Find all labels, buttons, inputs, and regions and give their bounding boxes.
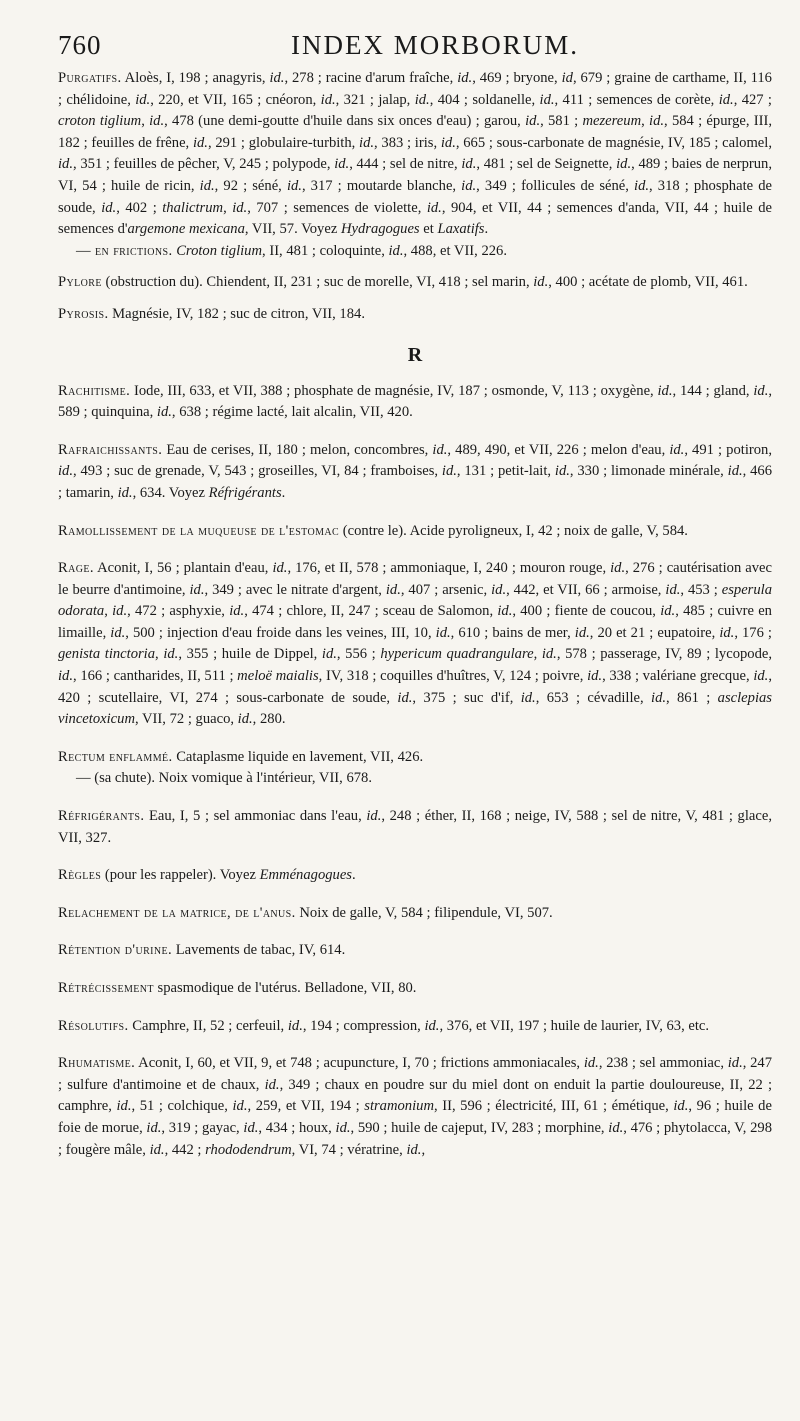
entry-headword: Rectum enflammé. — [58, 748, 173, 765]
entry-italic-text: id. — [101, 199, 117, 216]
entry-italic-text: id. — [616, 156, 632, 173]
entry-text: Aconit, I, 56 ; plantain d'eau, — [93, 560, 273, 577]
entry-text: , 349 ; avec le nitrate d'argent, — [204, 581, 386, 598]
entry-italic-text: id. — [634, 177, 650, 194]
entry-text: , 176 ; — [734, 624, 772, 641]
entry-text: , 679 ; graine de carthame, II, 116 ; chélidoine, — [58, 70, 772, 108]
entry-headword: Rafraichissants. — [58, 441, 163, 458]
entry-text: , 904, et VII, 44 ; semences d'anda, VII, 44 ; huile de semences d' — [58, 199, 772, 238]
entry-headword: Rachitisme. — [58, 382, 131, 399]
entry-text: , 248 ; éther, II, 168 ; neige, IV, 588 ; sel de nitre, V, 481 ; glace, VII, 327. — [58, 808, 772, 846]
entry-text: , 96 ; huile de foie de morue, — [58, 1098, 772, 1136]
entry-text: , 259, et VII, 194 ; — [247, 1098, 365, 1115]
entry-italic-text: id. — [58, 463, 73, 480]
entry-headword: Relachement de la matrice, de l'anus. — [58, 904, 296, 921]
entry-text: Aloès, I, 198 ; anagyris, — [121, 70, 270, 86]
entry-text: Camphre, II, 52 ; cerfeuil, — [128, 1017, 288, 1034]
entry-text: , 400 ; acétate de plomb, VII, 461. — [548, 274, 748, 291]
entry-text: , 442, et VII, 66 ; armoise, — [506, 581, 666, 598]
entry-italic-text: id. — [146, 1119, 162, 1136]
entry-text: , 144 ; gland, — [672, 382, 754, 399]
entry-italic-text: id. — [229, 603, 245, 620]
entry-text: , 488, et VII, 226. — [403, 242, 507, 259]
entry-italic-text: id. — [116, 1098, 132, 1115]
entry-text: , VII, 57. Voyez — [244, 221, 341, 238]
entry-italic-text: id. — [424, 1017, 440, 1034]
entry-italic-text: id. — [539, 91, 555, 108]
entry-italic-text: Emménagogues — [259, 867, 352, 884]
entry-italic-text: esperula odorata — [58, 581, 773, 620]
entry-text: Cataplasme liquide en lavement, VII, 426. — [172, 748, 424, 765]
entry-italic-text: id. — [727, 1055, 743, 1072]
entry-italic-text: id. — [243, 1119, 259, 1136]
entry-headword: Pyrosis. — [58, 305, 109, 322]
entry-text: . — [281, 484, 286, 501]
entry-italic-text: id. — [649, 113, 665, 130]
entry-italic-text: Laxatifs — [437, 221, 485, 238]
entry-text: , 861 ; — [666, 689, 718, 706]
entry-italic-text: id. — [149, 113, 165, 130]
entry-text: , 351 ; feuilles de pêcher, V, 245 ; polypode, — [73, 156, 335, 173]
entry-headword: Résolutifs. — [58, 1017, 129, 1034]
page-number: 760 — [58, 30, 102, 60]
entry-text: Noix de galle, V, 584 ; filipendule, VI, 507. — [295, 904, 553, 921]
entry-text: , 291 ; globulaire-turbith, — [207, 134, 360, 151]
entry-text: . — [352, 867, 356, 884]
index-entry — [58, 521, 772, 543]
entry-text: (pour les rappeler). Voyez — [101, 867, 260, 884]
entry-italic-text: id. — [461, 156, 477, 173]
entry-text: , 330 ; limonade minérale, — [569, 463, 728, 480]
entry-text: , 453 ; — [680, 581, 722, 598]
entry-italic-text: thalictrum — [162, 199, 224, 216]
entry-italic-text: id. — [189, 581, 205, 598]
entry-italic-text: id. — [366, 808, 382, 825]
entry-italic-text: id. — [441, 463, 457, 480]
entry-headword: Purgatifs. — [58, 70, 122, 86]
entry-italic-text: id. — [135, 91, 151, 108]
entry-text: Aconit, I, 60, et VII, 9, et 748 ; acupuncture, I, 70 ; frictions ammoniacales, — [135, 1055, 584, 1072]
entry-text: (contre le). Acide pyroligneux, I, 42 ; noix de galle, V, 584. — [339, 522, 688, 539]
entry-text: , 176, et II, 578 ; ammoniaque, I, 240 ; mouron rouge, — [287, 560, 611, 577]
entry-text: , 478 (une demi-goutte d'huile dans six onces d'eau) ; garou, — [164, 113, 526, 130]
entry-italic-text: Hydragogues — [340, 221, 420, 238]
entry-text: , — [641, 113, 650, 130]
entry-text: , 411 ; semences de corète, — [554, 91, 719, 108]
entry-italic-text: id. — [156, 404, 172, 421]
entry-text: , 375 ; suc d'if, — [412, 689, 521, 706]
entry-italic-text: id. — [110, 624, 126, 641]
entry-italic-text: id. — [753, 668, 769, 685]
entry-text: , 444 ; sel de nitre, — [349, 156, 462, 173]
entry-italic-text: stramonium — [364, 1098, 434, 1115]
entry-text: , 407 ; arsenic, — [400, 581, 492, 598]
entry-italic-text: id. — [286, 177, 302, 194]
entry-italic-text: id. — [264, 1076, 280, 1093]
entry-text: , 634. Voyez — [132, 484, 209, 501]
entry-text: Iode, III, 633, et VII, 388 ; phosphate de magnésie, IV, 187 ; osmonde, V, 113 ; oxygène, — [130, 382, 658, 399]
entry-italic-text: id. — [497, 603, 513, 620]
entry-text: Eau de cerises, II, 180 ; melon, concombres, — [162, 441, 433, 458]
entry-text: , 427 ; — [733, 91, 772, 108]
entry-italic-text: id. — [665, 581, 681, 598]
entry-text: (obstruction du). Chiendent, II, 231 ; suc de morelle, VI, 418 ; sel marin, — [101, 274, 534, 291]
entry-italic-text: id. — [232, 199, 248, 216]
entry-text: , 610 ; bains de mer, — [450, 624, 575, 641]
entry-text: , 476 ; phytolacca, V, 298 ; fougère mâle, — [58, 1119, 773, 1158]
entry-text: , II, 481 ; coloquinte, — [262, 242, 389, 259]
entry-text: , 489, 490, et VII, 226 ; melon d'eau, — [447, 441, 670, 458]
entry-text: , 349 ; chaux en poudre sur du miel dont on enduit la partie douloureuse, II, 22 ; camphre, — [58, 1076, 772, 1115]
entry-text: , 131 ; petit-lait, — [456, 463, 555, 480]
entry-italic-text: id. — [525, 113, 541, 130]
entry-text: , 278 ; racine d'arum fraîche, — [284, 70, 458, 86]
index-entry — [58, 381, 772, 424]
entry-italic-text: id. — [321, 646, 337, 663]
entry-text: et — [419, 221, 438, 238]
entry-text: , 578 ; passerage, IV, 89 ; lycopode, — [556, 646, 773, 663]
entry-italic-text: id. — [610, 560, 626, 577]
entry-italic-text: Réfrigérants — [208, 484, 282, 501]
entry-italic-text: meloë maialis — [237, 668, 319, 685]
index-entry — [58, 978, 772, 1000]
index-entry — [58, 272, 772, 294]
entry-headword: Pylore — [58, 274, 102, 291]
entry-italic-text: id. — [718, 91, 734, 108]
entry-italic-text: id. — [541, 646, 557, 663]
entry-headword: Rhumatisme. — [58, 1055, 136, 1072]
entry-italic-text: id. — [232, 1098, 248, 1115]
entry-italic-text: id. — [385, 581, 401, 598]
index-entry — [58, 1016, 772, 1038]
entry-italic-text: id. — [461, 177, 477, 194]
entry-italic-text: id. — [58, 156, 73, 173]
entry-text: , VII, 72 ; guaco, — [134, 711, 238, 728]
entry-text: , 166 ; cantharides, II, 511 ; — [73, 668, 238, 685]
entry-text: , 276 ; cautérisation avec le beurre d'antimoine, — [58, 560, 772, 598]
index-entry — [58, 241, 772, 263]
entry-text: , 491 ; potiron, — [684, 441, 772, 458]
entry-text: spasmodique de l'utérus. Belladone, VII, 80. — [153, 980, 417, 996]
entry-italic-text: id. — [673, 1098, 689, 1115]
entry-text: , 472 ; asphyxie, — [127, 603, 230, 620]
entry-italic-text: id. — [397, 689, 413, 706]
entry-text: , 92 ; séné, — [214, 177, 287, 194]
entry-italic-text: id. — [335, 1119, 351, 1136]
entry-text: , 581 ; — [540, 113, 583, 130]
index-entry — [58, 747, 772, 769]
entry-italic-text: genista tinctoria — [58, 646, 156, 663]
entry-text: , 590 ; huile de cajeput, IV, 283 ; morphine, — [350, 1119, 609, 1136]
entry-text: , 707 ; semences de violette, — [247, 199, 427, 216]
entry-text: , VI, 74 ; vératrine, — [291, 1141, 407, 1158]
index-entry — [58, 768, 772, 790]
entry-text: , 589 ; quinquina, — [58, 382, 772, 421]
entry-text: , II, 596 ; électricité, III, 61 ; émétique, — [434, 1098, 674, 1115]
entry-text: , — [141, 113, 150, 130]
entry-text: , 474 ; chlore, II, 247 ; sceau de Salomon, — [244, 603, 498, 620]
entry-text: , 404 ; soldanelle, — [429, 91, 540, 108]
entry-text: , 51 ; colchique, — [131, 1098, 233, 1115]
entry-text: , 466 ; tamarin, — [58, 463, 773, 501]
entry-text: , 653 ; cévadille, — [535, 689, 652, 706]
index-entry — [58, 806, 772, 849]
entry-headword: — en frictions. — [76, 242, 173, 259]
index-entry — [58, 440, 772, 505]
entry-text: , 481 ; sel de Seignette, — [476, 156, 617, 173]
index-entry — [58, 865, 772, 887]
entry-italic-text: id. — [440, 134, 456, 151]
entry-italic-text: id. — [163, 646, 179, 663]
entry-italic-text: Croton tiglium — [176, 242, 263, 259]
running-title: INDEX MORBORUM. — [290, 30, 580, 60]
entry-italic-text: id. — [58, 668, 73, 685]
entry-headword: Réfrigérants. — [58, 808, 145, 825]
entry-text: , 500 ; injection d'eau froide dans les veines, III, 10, — [125, 624, 436, 641]
entry-text: , — [223, 199, 233, 216]
entry-italic-text: id. — [554, 463, 570, 480]
entry-italic-text: hypericum quadrangulare — [380, 646, 534, 663]
entry-italic-text: id. — [660, 603, 676, 620]
entry-text: , 355 ; huile de Dippel, — [178, 646, 322, 663]
entry-italic-text: id. — [149, 1141, 165, 1158]
entry-text: , 20 et 21 ; eupatoire, — [589, 624, 720, 641]
entry-italic-text: id. — [432, 441, 448, 458]
entry-italic-text: id. — [272, 560, 288, 577]
entry-text: . — [484, 221, 489, 238]
entry-text: , 489 ; baies de nerprun, VI, 54 ; huile de ricin, — [58, 156, 772, 194]
entry-text: , 434 ; houx, — [258, 1119, 336, 1136]
entry-text: , 402 ; — [116, 199, 163, 216]
entry-italic-text: id. — [533, 274, 549, 291]
entry-italic-text: id. — [359, 134, 375, 151]
entry-italic-text: id. — [269, 70, 285, 86]
entry-italic-text: id. — [719, 624, 735, 641]
entry-text: , IV, 318 ; coquilles d'huîtres, V, 124 ; poivre, — [318, 668, 588, 685]
entry-italic-text: id. — [426, 199, 442, 216]
entry-text: Lavements de tabac, IV, 614. — [172, 942, 346, 959]
index-entries — [58, 68, 772, 1161]
entry-text: , 638 ; régime lacté, lait alcalin, VII, 420. — [171, 404, 413, 421]
entry-text: , 665 ; sous-carbonate de magnésie, IV, 185 ; calomel, — [455, 134, 772, 151]
entry-italic-text: asclepias vincetoxicum — [58, 689, 772, 728]
entry-italic-text: id. — [117, 484, 133, 501]
entry-italic-text: id. — [112, 603, 128, 620]
index-entry — [58, 558, 772, 731]
index-entry — [58, 304, 772, 326]
entry-text: Magnésie, IV, 182 ; suc de citron, VII, 184. — [108, 305, 365, 322]
page-header — [58, 26, 772, 68]
entry-text: , 493 ; suc de grenade, V, 543 ; groseilles, VI, 84 ; framboises, — [73, 463, 442, 480]
entry-text: , 420 ; scutellaire, VI, 274 ; sous-carbonate de soude, — [58, 668, 772, 706]
entry-text: , 238 ; sel ammoniac, — [598, 1055, 728, 1072]
entry-text: , 442 ; — [164, 1141, 206, 1158]
entry-italic-text: id. — [651, 689, 667, 706]
index-entry — [58, 1053, 772, 1161]
entry-text: , 319 ; gayac, — [161, 1119, 244, 1136]
entry-italic-text: id. — [237, 711, 253, 728]
section-letter-heading: R — [407, 343, 423, 366]
entry-text: , 321 ; jalap, — [335, 91, 415, 108]
entry-italic-text: id. — [583, 1055, 599, 1072]
entry-text: , 469 ; bryone, — [472, 70, 562, 86]
entry-italic-text: id. — [320, 91, 336, 108]
entry-headword: Ramollissement de la muqueuse de l'estomac — [58, 522, 340, 539]
entry-text: , 220, et VII, 165 ; cnéoron, — [150, 91, 321, 108]
entry-text: , — [155, 646, 164, 663]
entry-text: , — [104, 603, 113, 620]
entry-italic-text: id. — [406, 1141, 422, 1158]
entry-text: , 280. — [252, 711, 286, 728]
entry-italic-text: id. — [608, 1119, 624, 1136]
entry-text: , 317 ; moutarde blanche, — [301, 177, 462, 194]
entry-italic-text: rhododendrum — [205, 1141, 292, 1158]
entry-italic-text: id. — [457, 70, 473, 86]
entry-italic-text: id. — [414, 91, 430, 108]
entry-italic-text: argemone mexicana — [127, 221, 245, 238]
index-entry — [58, 68, 772, 241]
entry-text: , 400 ; fiente de coucou, — [512, 603, 661, 620]
entry-italic-text: id. — [574, 624, 590, 641]
entry-text: , 485 ; cuivre en limaille, — [58, 603, 772, 641]
entry-text: , 376, et VII, 197 ; huile de laurier, IV, 63, etc. — [439, 1017, 710, 1034]
index-entry — [58, 903, 772, 925]
entry-italic-text: id. — [657, 382, 673, 399]
entry-text: Eau, I, 5 ; sel ammoniac dans l'eau, — [144, 808, 367, 825]
entry-italic-text: id. — [334, 156, 350, 173]
entry-italic-text: id. — [435, 624, 451, 641]
entry-text: , 247 ; sulfure d'antimoine et de chaux, — [58, 1055, 773, 1093]
index-entry — [58, 940, 772, 962]
entry-text: , 556 ; — [336, 646, 381, 663]
entry-headword: Rétrécissement — [58, 980, 154, 996]
entry-italic-text: id. — [491, 581, 507, 598]
entry-italic-text: id. — [388, 242, 404, 259]
entry-text: , — [533, 646, 542, 663]
entry-italic-text: id. — [520, 689, 536, 706]
entry-headword: Règles — [58, 867, 102, 884]
entry-italic-text: id. — [192, 134, 208, 151]
entry-text: , 194 ; compression, — [302, 1017, 425, 1034]
entry-italic-text: id — [561, 70, 573, 86]
entry-headword: Rétention d'urine. — [58, 942, 173, 959]
entry-italic-text: id. — [287, 1017, 303, 1034]
entry-italic-text: croton tiglium — [58, 113, 142, 130]
entry-italic-text: mezereum — [582, 113, 642, 130]
entry-text: , 383 ; iris, — [374, 134, 441, 151]
entry-italic-text: id. — [199, 177, 215, 194]
entry-text: — (sa chute). Noix vomique à l'intérieur, VII, 678. — [76, 770, 373, 787]
entry-italic-text: id. — [753, 382, 769, 399]
entry-text: , 338 ; valériane grecque, — [602, 668, 754, 685]
entry-italic-text: id. — [727, 463, 743, 480]
entry-text: , 318 ; phosphate de soude, — [58, 177, 772, 216]
entry-text: , 584 ; épurge, III, 182 ; feuilles de frêne, — [58, 113, 773, 151]
entry-text: , 349 ; follicules de séné, — [476, 177, 635, 194]
entry-italic-text: id. — [587, 668, 603, 685]
entry-headword: Rage. — [58, 560, 94, 577]
entry-italic-text: id. — [669, 441, 685, 458]
entry-text: , — [421, 1141, 426, 1158]
